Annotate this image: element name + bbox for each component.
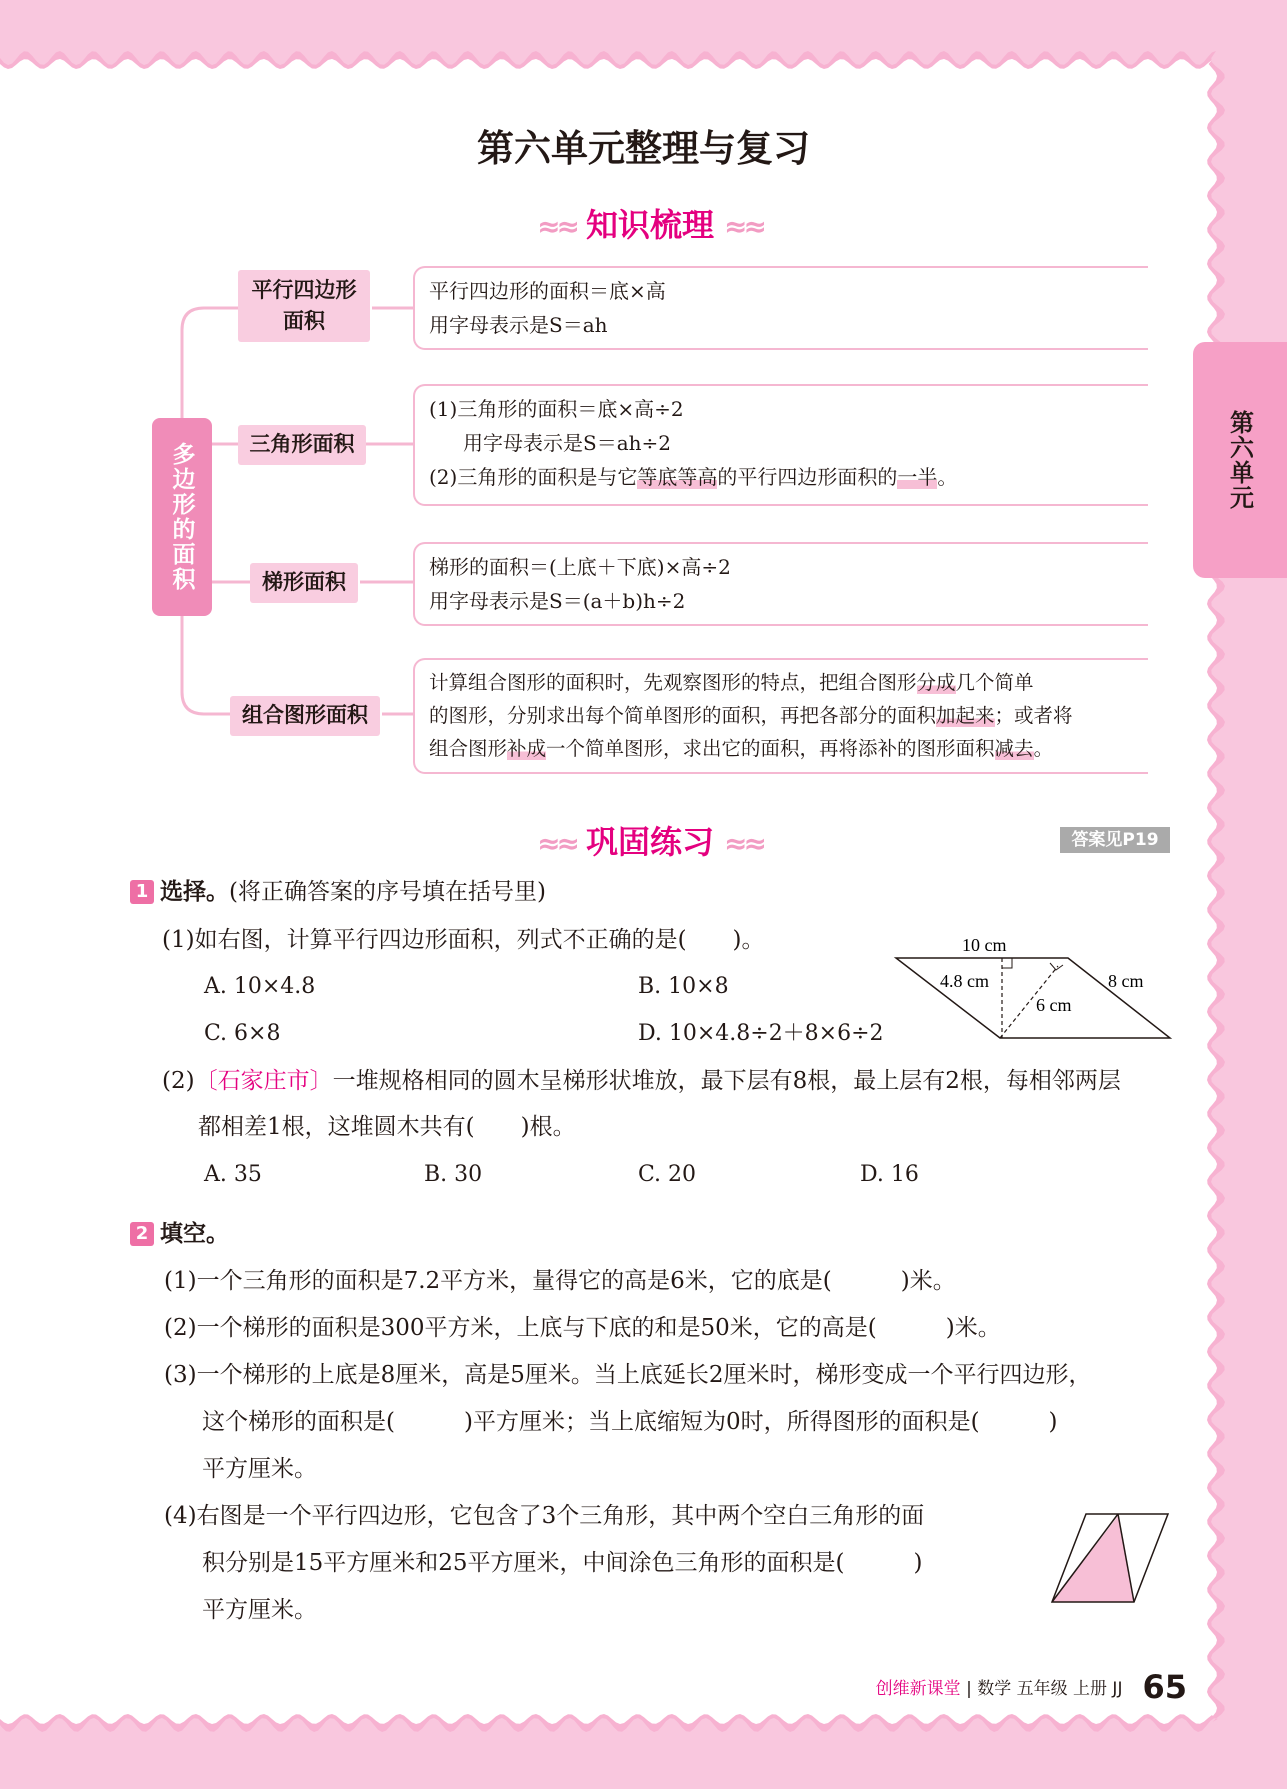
knowledge-line [429, 699, 1148, 732]
section-knowledge-label: 知识梳理 [585, 206, 714, 244]
question-number-badge: 1 [130, 880, 154, 904]
node-parallelogram-label-2: 面积 [283, 309, 325, 333]
question-number-badge: 2 [130, 1222, 154, 1246]
text: 的图形，分别求出每个简单图形的面积，再把各部分的面积 [429, 704, 937, 727]
q1-part1-stem: (1)如右图，计算平行四边形面积，列式不正确的是( )。 [162, 927, 765, 953]
highlight-text: 等底等高 [637, 465, 718, 489]
question-type: 选择。 [160, 879, 229, 905]
knowledge-line [429, 666, 1148, 699]
text: ；或者将 [994, 704, 1073, 727]
footer-separator: | [960, 1679, 978, 1699]
figure-label-right: 8 cm [1108, 971, 1144, 991]
knowledge-line: 用字母表示是S＝ah÷2 [463, 431, 671, 455]
highlight-text: 分成 [916, 671, 956, 694]
highlight-text: 减去 [994, 737, 1034, 760]
node-trapezoid-label: 梯形面积 [262, 570, 346, 595]
node-triangle [238, 425, 366, 465]
text: 。 [1033, 737, 1054, 760]
q2-item: (4)右图是一个平行四边形，它包含了3个三角形，其中两个空白三角形的面 [164, 1503, 925, 1529]
knowledge-box-triangle [413, 384, 1148, 506]
section-practice-label: 巩固练习 [585, 823, 714, 861]
knowledge-line: (1)三角形的面积＝底×高÷2 [429, 397, 684, 421]
text: (2) [162, 1068, 195, 1094]
question-type: 填空。 [160, 1221, 229, 1247]
q2-item: 这个梯形的面积是( )平方厘米；当上底缩短为0时，所得图形的面积是( ) [202, 1409, 1058, 1435]
wave-icon: ≈≈ [724, 827, 763, 860]
q1-p1-option-a: A. 10×4.8 [204, 974, 316, 999]
q2-item: 平方厘米。 [202, 1597, 317, 1623]
q1-p2-option-d: D. 16 [860, 1162, 919, 1187]
unit-side-tab-label: 第六单元 [1225, 410, 1254, 510]
page-number: 65 [1142, 1668, 1187, 1706]
node-composite [230, 696, 380, 736]
q1-p2-option-c: C. 20 [638, 1162, 697, 1187]
q1-part2-stem-line2: 都相差1根，这堆圆木共有( )根。 [198, 1114, 576, 1140]
node-parallelogram-label-1: 平行四边形 [251, 277, 357, 302]
q2-item: (1)一个三角形的面积是7.2平方米，量得它的高是6米，它的底是( )米。 [164, 1268, 956, 1294]
knowledge-line [429, 460, 1148, 494]
question-1-heading [130, 877, 546, 907]
knowledge-line: 梯形的面积＝(上底＋下底)×高÷2 [429, 555, 731, 579]
mindmap-root-label: 多边形的面积 [168, 442, 195, 592]
knowledge-box-composite [413, 658, 1148, 774]
node-composite-label: 组合图形面积 [242, 703, 368, 728]
knowledge-box-parallelogram [413, 266, 1148, 350]
q1-part2-stem [162, 1066, 1121, 1096]
figure-label-top: 10 cm [962, 935, 1007, 955]
parallelogram-figure [890, 930, 1180, 1045]
wave-icon: ≈≈ [724, 210, 763, 243]
footer [876, 1668, 1187, 1706]
knowledge-line [429, 732, 1148, 765]
highlight-text: 补成 [507, 737, 547, 760]
footer-info: 数学 五年级 上册 JJ [977, 1679, 1123, 1699]
highlight-text: 一半 [897, 465, 938, 489]
region-tag: 〔石家庄市〕 [194, 1068, 333, 1094]
node-trapezoid [250, 563, 358, 603]
text: 一堆规格相同的圆木呈梯形状堆放，最下层有8根，最上层有2根，每相邻两层 [332, 1068, 1121, 1094]
page-title: 第六单元整理与复习 [477, 127, 810, 170]
text: 几个简单 [955, 671, 1034, 694]
text: 组合图形 [429, 737, 508, 760]
q1-p2-option-b: B. 30 [424, 1162, 483, 1187]
q1-p1-option-c: C. 6×8 [204, 1021, 281, 1046]
knowledge-line: 用字母表示是S＝ah [429, 313, 608, 337]
figure-label-inner: 6 cm [1036, 995, 1072, 1015]
node-parallelogram [238, 270, 370, 342]
knowledge-box-trapezoid [413, 542, 1148, 626]
wave-icon: ≈≈ [537, 827, 576, 860]
q1-p1-option-d: D. 10×4.8÷2＋8×6÷2 [638, 1021, 884, 1046]
node-triangle-label: 三角形面积 [249, 432, 355, 457]
knowledge-line: 平行四边形的面积＝底×高 [429, 279, 666, 303]
question-2-heading [130, 1219, 229, 1249]
text: 计算组合图形的面积时，先观察图形的特点，把组合图形 [429, 671, 917, 694]
mindmap-root [152, 418, 212, 616]
q1-p1-option-b: B. 10×8 [638, 974, 729, 999]
q2-item: 积分别是15平方厘米和25平方厘米，中间涂色三角形的面积是( ) [202, 1550, 923, 1576]
q2-item: (2)一个梯形的面积是300平方米，上底与下底的和是50米，它的高是( )米。 [164, 1315, 1001, 1341]
question-instruction: (将正确答案的序号填在括号里) [229, 879, 546, 905]
shaded-parallelogram-figure [1048, 1510, 1174, 1606]
q2-item: (3)一个梯形的上底是8厘米，高是5厘米。当上底延长2厘米时，梯形变成一个平行四边形， [164, 1362, 1092, 1388]
text: 一个简单图形，求出它的面积，再将添补的图形面积 [546, 737, 995, 760]
q2-item: 平方厘米。 [202, 1456, 317, 1482]
q1-p2-option-a: A. 35 [204, 1162, 262, 1187]
answer-reference-tag: 答案见P19 [1060, 827, 1170, 853]
text: (2)三角形的面积是与它 [429, 465, 638, 489]
highlight-text: 加起来 [936, 704, 995, 727]
knowledge-line: 用字母表示是S＝(a＋b)h÷2 [429, 589, 686, 613]
figure-label-left: 4.8 cm [940, 971, 989, 991]
wave-icon: ≈≈ [537, 210, 576, 243]
text: 。 [937, 465, 958, 489]
footer-brand: 创维新课堂 [875, 1679, 961, 1699]
text: 的平行四边形面积的 [717, 465, 898, 489]
